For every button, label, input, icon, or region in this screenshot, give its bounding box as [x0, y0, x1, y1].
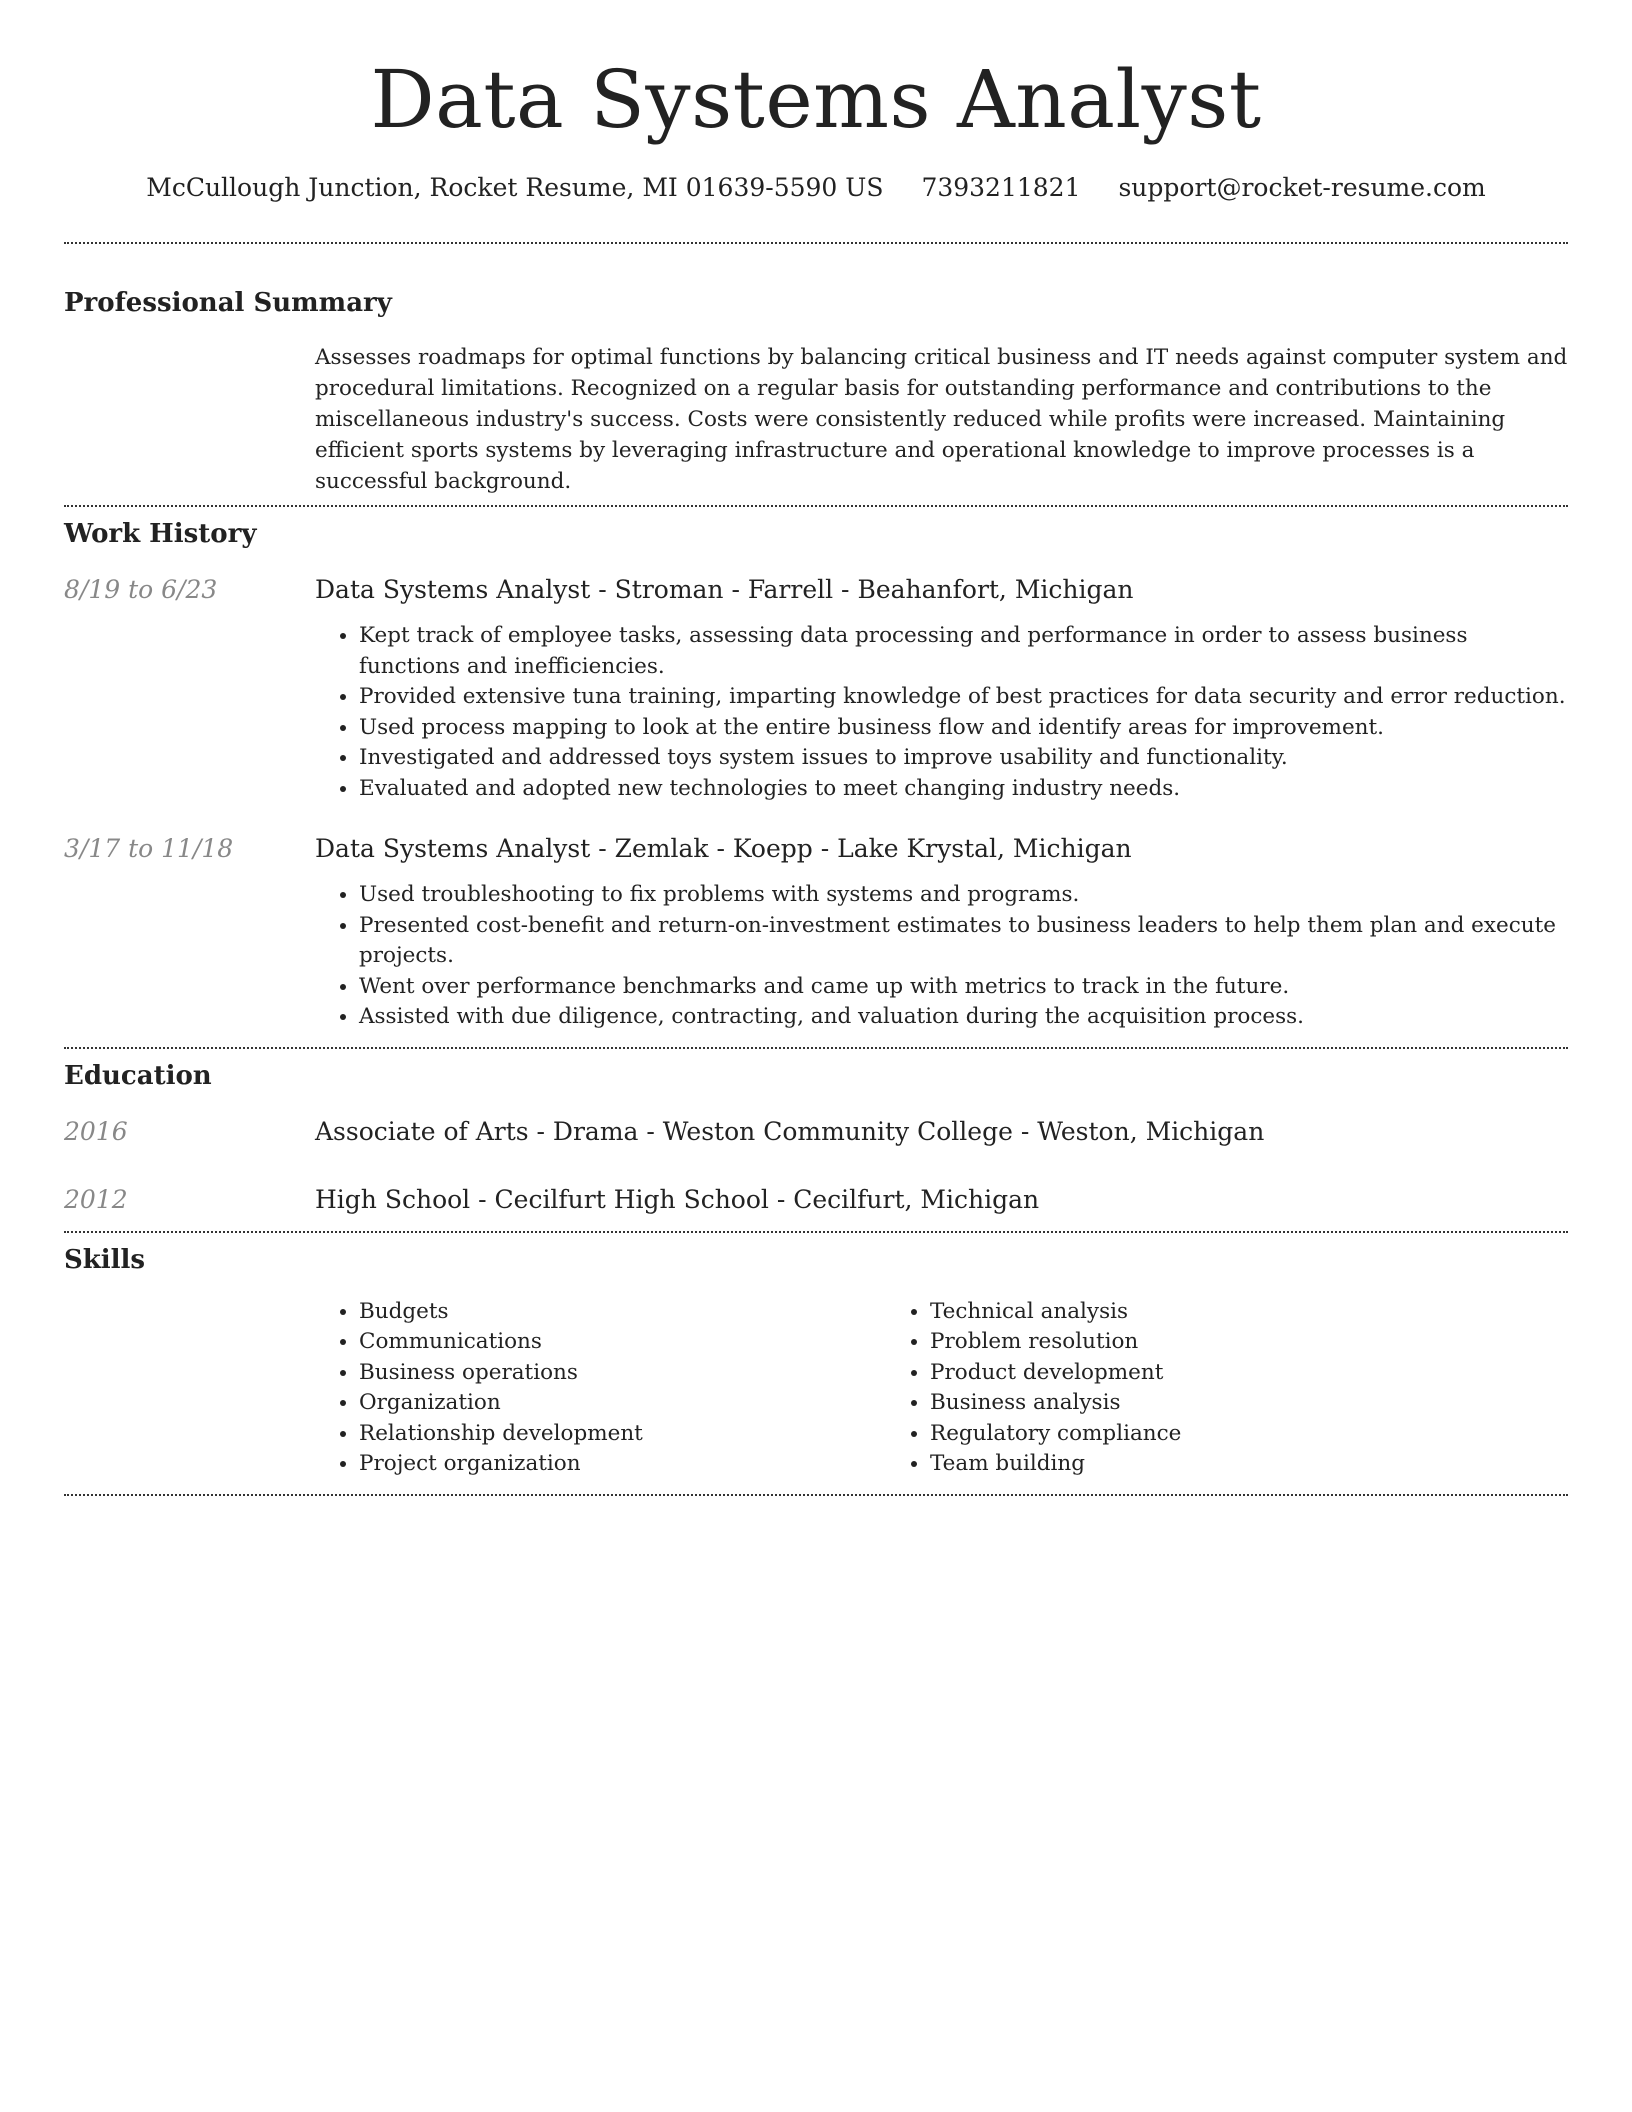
skill-item: • Product development: [930, 1358, 1457, 1389]
contact-phone: 7393211821: [921, 173, 1081, 202]
skills-heading: Skills: [64, 1244, 146, 1275]
summary-section: [64, 286, 1568, 497]
skills-list-right: [886, 1297, 1457, 1480]
contact-email[interactable]: support@rocket-resume.com: [1118, 173, 1486, 202]
resume-title: Data Systems Analyst: [370, 53, 1262, 146]
job-bullets: [315, 621, 1568, 804]
skill-item: • Business operations: [359, 1358, 886, 1389]
education-entry: [64, 1115, 1568, 1149]
job-bullet: • Used process mapping to look at the entire business flow and identify areas for improvement.: [359, 713, 1568, 744]
education-entry: [64, 1183, 1568, 1217]
education-heading-text: Associate of Arts - Drama - Weston Community College - Weston, Michigan: [315, 1116, 1265, 1146]
skill-item: • Communications: [359, 1327, 886, 1358]
job-bullet: • Used troubleshooting to fix problems with systems and programs.: [359, 880, 1568, 911]
skill-item: • Technical analysis: [930, 1297, 1457, 1328]
job-bullets: [315, 880, 1568, 1033]
job-bullet: • Evaluated and adopted new technologies to meet changing industry needs.: [359, 774, 1568, 805]
skill-item: • Team building: [930, 1449, 1457, 1480]
education-section: [64, 1059, 1568, 1217]
section-divider: [64, 505, 1568, 507]
job-bullet: • Provided extensive tuna training, imparting knowledge of best practices for data security and error reduction.: [359, 682, 1568, 713]
contact-line: [64, 170, 1568, 206]
education-year: 2012: [64, 1184, 128, 1214]
job-entry: [64, 573, 1568, 804]
skill-item: • Problem resolution: [930, 1327, 1457, 1358]
skill-item: • Budgets: [359, 1297, 886, 1328]
skill-item: • Project organization: [359, 1449, 886, 1480]
skills-list-left: [315, 1297, 886, 1480]
section-divider: [64, 1494, 1568, 1496]
job-bullet: • Investigated and addressed toys system issues to improve usability and functionality.: [359, 743, 1568, 774]
job-heading: Data Systems Analyst - Zemlak - Koepp - Lake Krystal, Michigan: [315, 834, 1132, 863]
education-heading-text: High School - Cecilfurt High School - Cecilfurt, Michigan: [315, 1184, 1040, 1214]
education-year: 2016: [64, 1116, 128, 1146]
summary-heading: Professional Summary: [64, 288, 392, 318]
section-divider: [64, 1231, 1568, 1233]
skill-item: • Business analysis: [930, 1388, 1457, 1419]
job-bullet: • Went over performance benchmarks and came up with metrics to track in the future.: [359, 972, 1568, 1003]
job-bullet: • Kept track of employee tasks, assessing data processing and performance in order to assess business functions and inefficiencies.: [359, 621, 1568, 682]
education-heading: Education: [64, 1060, 212, 1091]
job-bullet: • Assisted with due diligence, contracting, and valuation during the acquisition process.: [359, 1002, 1568, 1033]
skills-section: [64, 1243, 1568, 1480]
skill-item: • Relationship development: [359, 1419, 886, 1450]
work-history-section: [64, 517, 1568, 1033]
summary-text: Assesses roadmaps for optimal functions by balancing critical business and IT needs against computer system and procedural limitations. Recognized on a regular basis for outstanding performance and contributions to the miscellaneous industry's success. Costs were consistently reduced while profits were increased. Maintaining efficient sports systems by leveraging infrastructure and operational knowledge to improve processes is a successful background.: [315, 345, 1568, 494]
contact-address: McCullough Junction, Rocket Resume, MI 01639-5590 US: [146, 173, 884, 202]
skills-columns: [315, 1297, 1568, 1480]
job-bullet: • Presented cost-benefit and return-on-investment estimates to business leaders to help them plan and execute projects.: [359, 911, 1568, 972]
job-dates: 3/17 to 11/18: [64, 834, 234, 863]
section-divider: [64, 242, 1568, 244]
section-divider: [64, 1047, 1568, 1049]
work-history-heading: Work History: [64, 519, 257, 549]
skill-item: • Organization: [359, 1388, 886, 1419]
job-dates: 8/19 to 6/23: [64, 575, 218, 604]
job-heading: Data Systems Analyst - Stroman - Farrell - Beahanfort, Michigan: [315, 575, 1134, 604]
skill-item: • Regulatory compliance: [930, 1419, 1457, 1450]
job-entry: [64, 832, 1568, 1033]
